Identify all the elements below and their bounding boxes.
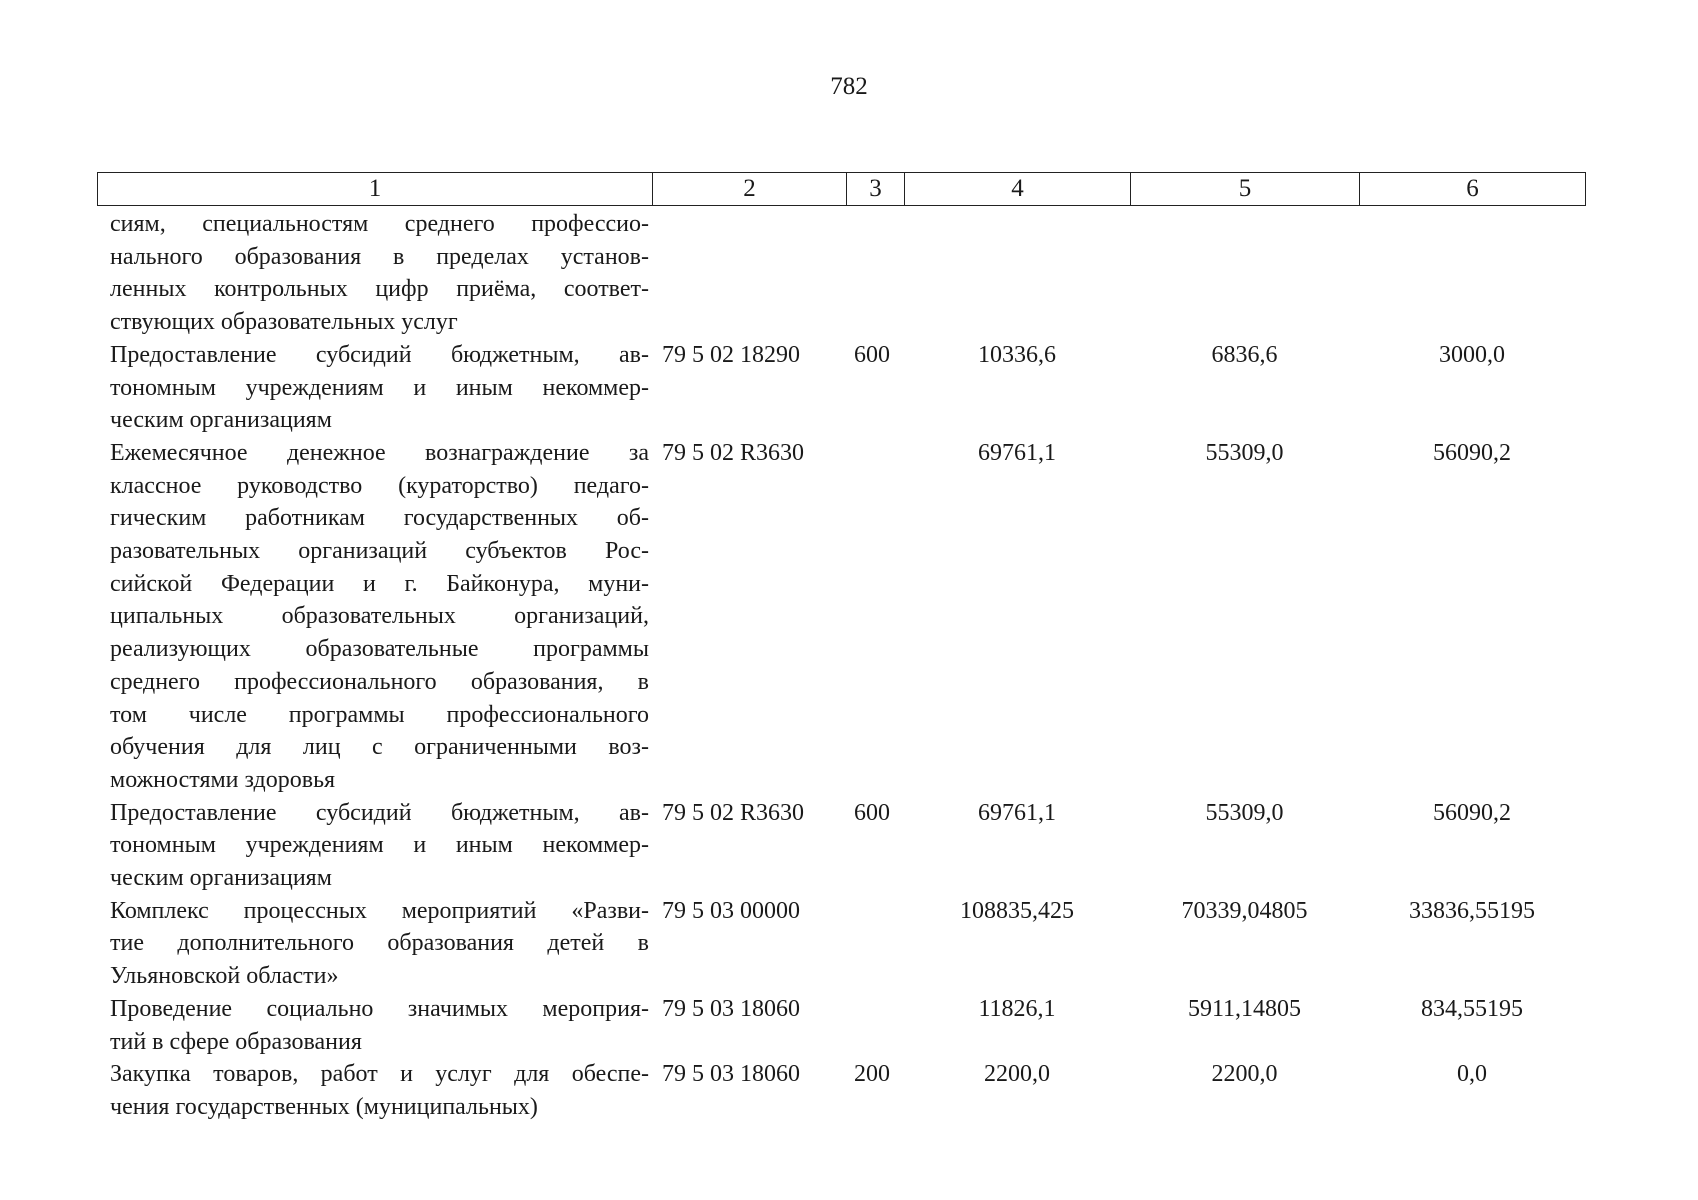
description-line: Предоставление субсидий бюджетным, ав-: [110, 799, 649, 826]
column-header-5: 5: [1131, 173, 1360, 206]
table-row: [97, 797, 1585, 895]
row-value-col5: 2200,0: [1211, 1061, 1278, 1088]
description-line: сийской Федерации и г. Байконура, муни-: [110, 570, 649, 597]
row-value-col6: 56090,2: [1433, 439, 1511, 466]
table-row: [97, 895, 1585, 993]
row-description: [97, 993, 652, 1058]
table-row: [97, 339, 1585, 437]
description-line: разовательных организаций субъектов Рос-: [110, 538, 649, 565]
description-line: ленных контрольных цифр приёма, соответ-: [110, 276, 649, 303]
description-line: обучения для лиц с ограниченными воз-: [110, 734, 649, 761]
row-description: [97, 208, 652, 339]
row-value-col5: 55309,0: [1205, 439, 1284, 466]
row-description: [97, 895, 652, 993]
row-code: 79 5 02 18290: [662, 341, 800, 368]
row-description: [97, 1058, 652, 1123]
description-line: тономным учреждениям и иным некоммер-: [110, 374, 649, 401]
row-value-col4: 69761,1: [978, 799, 1056, 826]
description-line: можностями здоровья: [110, 766, 336, 793]
row-value-col6: 834,55195: [1421, 995, 1523, 1022]
row-code: 79 5 03 18060: [662, 995, 800, 1022]
column-header-6: 6: [1360, 173, 1586, 206]
row-value-col5: 70339,04805: [1181, 897, 1308, 924]
row-value-col6: 56090,2: [1433, 799, 1511, 826]
description-line: среднего профессионального образования, в: [110, 668, 649, 695]
column-header-2: 2: [653, 173, 847, 206]
table-row: [97, 208, 1585, 339]
description-line: том числе программы профессионального: [110, 701, 649, 728]
description-line: реализующих образовательные программы: [110, 636, 649, 663]
description-line: Проведение социально значимых мероприя-: [110, 995, 649, 1022]
row-value-col5: 55309,0: [1205, 799, 1284, 826]
description-line: ствующих образовательных услуг: [110, 309, 458, 336]
row-value-col4: 10336,6: [978, 341, 1056, 368]
row-value-col6: 0,0: [1457, 1061, 1487, 1088]
row-value-col4: 11826,1: [978, 995, 1056, 1022]
row-expense-type: 200: [854, 1061, 890, 1088]
row-description: [97, 339, 652, 437]
row-code: 79 5 02 R3630: [662, 439, 805, 466]
description-line: тий в сфере образования: [110, 1028, 362, 1055]
description-line: Комплекс процессных мероприятий «Разви-: [110, 897, 649, 924]
description-line: Ульяновской области»: [110, 963, 339, 990]
table-body: [97, 208, 1585, 1124]
column-header-1: 1: [98, 173, 653, 206]
description-line: ческим организациям: [110, 407, 332, 434]
description-line: ческим организациям: [110, 865, 332, 892]
description-line: сиям, специальностям среднего профессио-: [110, 211, 649, 237]
description-line: гическим работникам государственных об-: [110, 505, 649, 532]
table-row: [97, 437, 1585, 797]
row-description: [97, 437, 652, 797]
column-header-4: 4: [905, 173, 1131, 206]
table-row: [97, 1058, 1585, 1123]
row-description: [97, 797, 652, 895]
row-code: 79 5 03 00000: [662, 897, 800, 924]
row-expense-type: 600: [854, 341, 890, 368]
page-number: 782: [830, 73, 868, 100]
row-code: 79 5 02 R3630: [662, 799, 805, 826]
description-line: Закупка товаров, работ и услуг для обеспе-: [110, 1061, 649, 1088]
description-line: классное руководство (кураторство) педаго-: [110, 472, 649, 499]
description-line: Ежемесячное денежное вознаграждение за: [110, 439, 649, 466]
table-row: [97, 993, 1585, 1058]
description-line: нального образования в пределах установ-: [110, 243, 649, 270]
row-value-col6: 3000,0: [1439, 341, 1505, 368]
row-value-col5: 6836,6: [1211, 341, 1278, 368]
row-value-col4: 108835,425: [960, 897, 1074, 924]
row-value-col4: 69761,1: [978, 439, 1056, 466]
description-line: тономным учреждениям и иным некоммер-: [110, 832, 649, 859]
description-line: Предоставление субсидий бюджетным, ав-: [110, 341, 649, 368]
row-code: 79 5 03 18060: [662, 1061, 800, 1088]
row-expense-type: 600: [854, 799, 890, 826]
row-value-col5: 5911,14805: [1187, 995, 1302, 1022]
column-header-row: [98, 173, 1586, 206]
description-line: тие дополнительного образования детей в: [110, 930, 649, 957]
column-header-table: [97, 172, 1586, 206]
description-line: чения государственных (муниципальных): [110, 1093, 538, 1120]
description-line: ципальных образовательных организаций,: [110, 603, 649, 630]
row-value-col4: 2200,0: [984, 1061, 1050, 1088]
row-value-col6: 33836,55195: [1409, 897, 1535, 924]
column-header-3: 3: [847, 173, 905, 206]
